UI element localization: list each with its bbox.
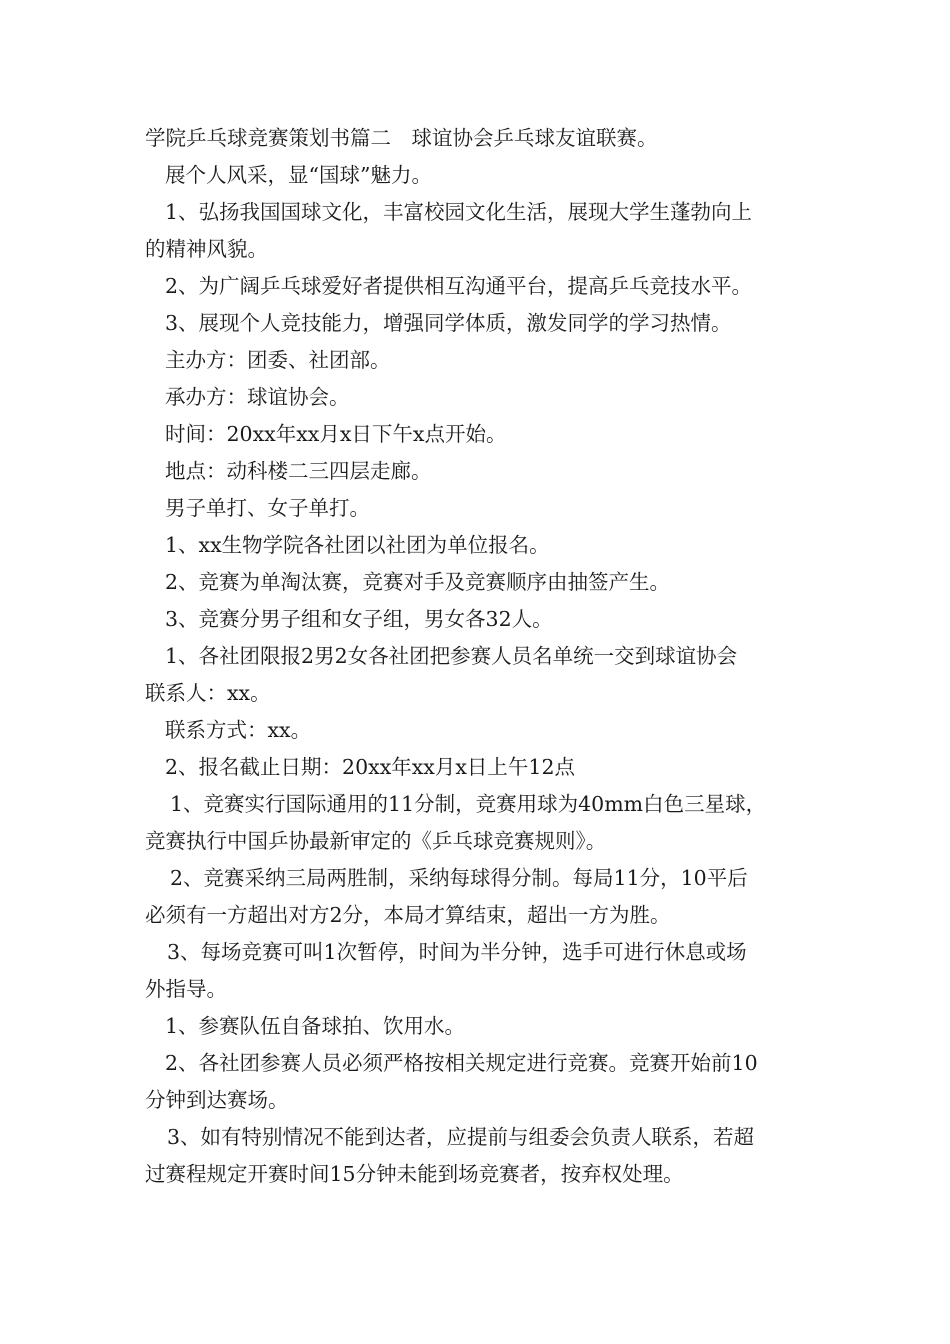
paragraph-line: 主办方：团委、社团部。 xyxy=(165,348,391,372)
paragraph-line: 过赛程规定开赛时间15分钟未能到场竞赛者，按弃权处理。 xyxy=(145,1162,684,1186)
paragraph-line: 2、为广阔乒乓球爱好者提供相互沟通平台，提高乒乓竞技水平。 xyxy=(165,274,753,298)
document-body xyxy=(145,120,815,1193)
paragraph-line: 3、竞赛分男子组和女子组，男女各32人。 xyxy=(165,607,553,631)
paragraph-line: 1、竞赛实行国际通用的11分制，竞赛用球为40mm白色三星球， xyxy=(170,792,767,816)
paragraph-line: 3、每场竞赛可叫1次暂停，时间为半分钟，选手可进行休息或场 xyxy=(167,940,747,964)
paragraph-line: 3、展现个人竞技能力，增强同学体质，激发同学的学习热情。 xyxy=(165,311,732,335)
document-title-line: 学院乒乓球竞赛策划书篇二 球谊协会乒乓球友谊联赛。 xyxy=(145,126,658,150)
paragraph-line: 2、竞赛采纳三局两胜制，采纳每球得分制。每局11分，10平后 xyxy=(170,866,748,890)
paragraph-line: 必须有一方超出对方2分，本局才算结束，超出一方为胜。 xyxy=(145,903,671,927)
paragraph-line: 竞赛执行中国乒协最新审定的《乒乓球竞赛规则》。 xyxy=(145,829,607,853)
paragraph-line: 承办方：球谊协会。 xyxy=(165,385,350,409)
paragraph-line: 男子单打、女子单打。 xyxy=(165,496,370,520)
paragraph-line: 时间：20xx年xx月x日下午x点开始。 xyxy=(165,422,507,446)
paragraph-line: 外指导。 xyxy=(145,977,227,1001)
paragraph-line: 1、参赛队伍自备球拍、饮用水。 xyxy=(165,1014,466,1038)
paragraph-line: 1、弘扬我国国球文化，丰富校园文化生活，展现大学生蓬勃向上 xyxy=(165,200,753,224)
paragraph-line: 地点：动科楼二三四层走廊。 xyxy=(165,459,432,483)
paragraph-line: 1、各社团限报2男2女各社团把参赛人员名单统一交到球谊协会 xyxy=(165,644,738,668)
paragraph-line: 展个人风采，显“国球”魅力。 xyxy=(165,163,432,187)
paragraph-line: 2、竞赛为单淘汰赛，竞赛对手及竞赛顺序由抽签产生。 xyxy=(165,570,671,594)
paragraph-line: 2、各社团参赛人员必须严格按相关规定进行竞赛。竞赛开始前10 xyxy=(165,1051,758,1075)
paragraph-line: 联系人：xx。 xyxy=(145,681,271,705)
paragraph-line: 联系方式：xx。 xyxy=(165,718,312,742)
paragraph-line: 1、xx生物学院各社团以社团为单位报名。 xyxy=(165,533,550,557)
paragraph-line: 2、报名截止日期：20xx年xx月x日上午12点 xyxy=(165,755,576,779)
paragraph-line: 的精神风貌。 xyxy=(145,237,268,261)
paragraph-line: 3、如有特别情况不能到达者，应提前与组委会负责人联系，若超 xyxy=(167,1125,755,1149)
paragraph-line: 分钟到达赛场。 xyxy=(145,1088,289,1112)
